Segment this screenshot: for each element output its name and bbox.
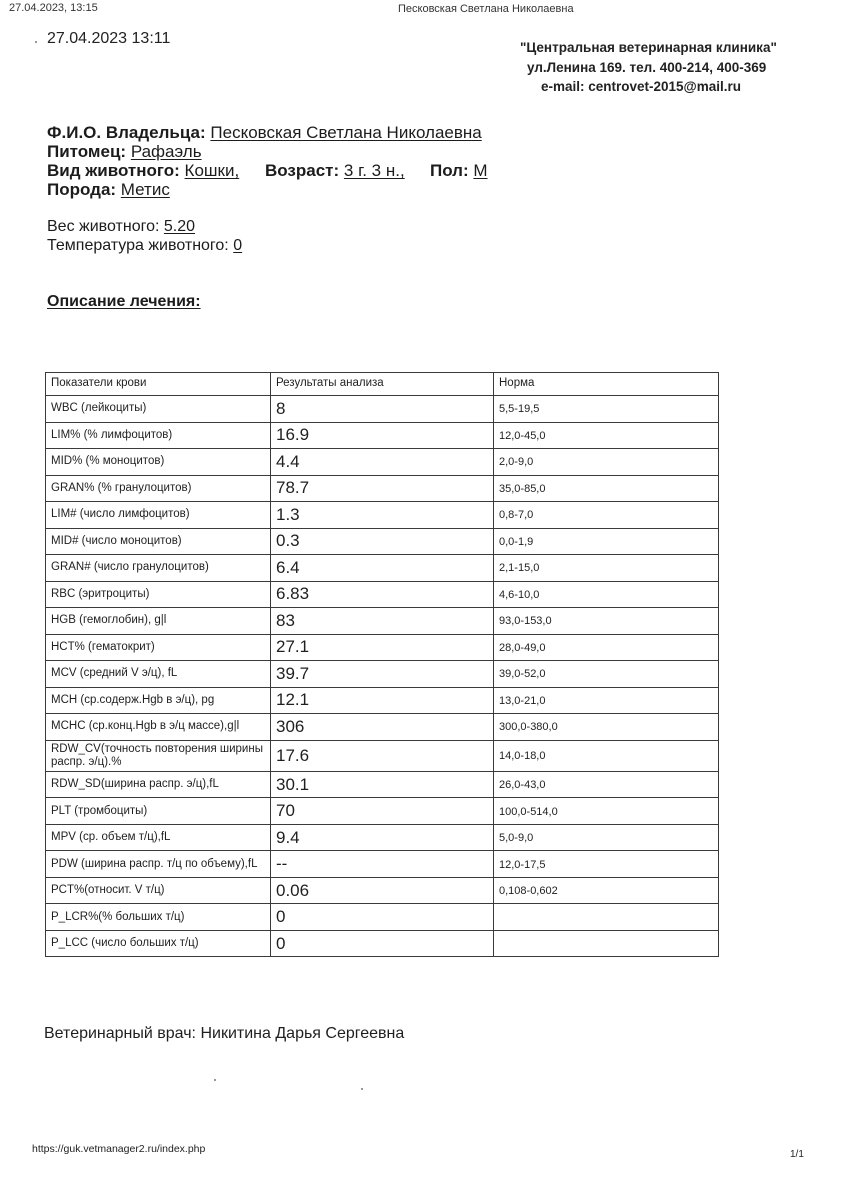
blood-indicator-cell: LIM% (% лимфоцитов) — [46, 422, 271, 449]
header-results: Результаты анализа — [271, 373, 494, 396]
blood-result-cell: 6.83 — [271, 581, 494, 608]
species-value: Кошки, — [184, 161, 240, 180]
pet-line — [47, 142, 202, 161]
weight-line — [47, 217, 195, 236]
blood-table-header-row — [46, 373, 719, 396]
blood-indicator-cell: MID# (число моноцитов) — [46, 528, 271, 555]
blood-result-cell: 16.9 — [271, 422, 494, 449]
blood-indicator-cell: MCH (ср.содерж.Hgb в э/ц), pg — [46, 687, 271, 714]
blood-result-cell: 17.6 — [271, 740, 494, 771]
breed-line — [47, 180, 170, 199]
blood-indicator-cell: PLT (тромбоциты) — [46, 798, 271, 825]
temperature-label: Температура животного: — [47, 237, 229, 254]
blood-norm-cell: 0,0-1,9 — [494, 528, 719, 555]
blood-indicator-cell: P_LCR%(% больших т/ц) — [46, 904, 271, 931]
blood-norm-cell: 35,0-85,0 — [494, 475, 719, 502]
blood-test-table — [45, 372, 719, 957]
blood-row — [46, 740, 719, 771]
header-norm: Норма — [494, 373, 719, 396]
clinic-address-phone: ул.Ленина 169. тел. 400-214, 400-369 — [527, 59, 767, 75]
doctor-line — [44, 1025, 404, 1043]
footer-page-number: 1/1 — [790, 1149, 804, 1160]
blood-indicator-cell: WBC (лейкоциты) — [46, 396, 271, 423]
blood-result-cell: 6.4 — [271, 555, 494, 582]
blood-indicator-cell: RDW_CV(точность повторения ширины распр. э/ц).% — [46, 740, 271, 771]
blood-result-cell: 39.7 — [271, 661, 494, 688]
blood-result-cell: 4.4 — [271, 449, 494, 476]
footer-url: https://guk.vetmanager2.ru/index.php — [32, 1143, 206, 1155]
blood-result-cell: 1.3 — [271, 502, 494, 529]
blood-indicator-cell: GRAN# (число гранулоцитов) — [46, 555, 271, 582]
blood-result-cell: 0 — [271, 930, 494, 957]
doctor-name: Никитина Дарья Сергеевна — [200, 1025, 405, 1042]
blood-norm-cell: 5,5-19,5 — [494, 396, 719, 423]
blood-row — [46, 475, 719, 502]
blood-result-cell: 306 — [271, 714, 494, 741]
breed-label: Порода: — [47, 180, 117, 199]
blood-norm-cell: 14,0-18,0 — [494, 740, 719, 771]
blood-norm-cell: 300,0-380,0 — [494, 714, 719, 741]
blood-row — [46, 930, 719, 957]
document-date: 27.04.2023 13:11 — [47, 30, 171, 47]
treatment-heading: Описание лечения: — [47, 293, 201, 310]
scan-speck — [214, 1079, 216, 1081]
sex-line — [430, 161, 488, 180]
print-page-title: Песковская Светлана Николаевна — [398, 3, 574, 15]
blood-norm-cell — [494, 930, 719, 957]
blood-indicator-cell: RDW_SD(ширина распр. э/ц),fL — [46, 771, 271, 798]
blood-result-cell: 9.4 — [271, 824, 494, 851]
blood-row — [46, 528, 719, 555]
temperature-line — [47, 236, 242, 255]
blood-norm-cell: 12,0-45,0 — [494, 422, 719, 449]
blood-norm-cell: 100,0-514,0 — [494, 798, 719, 825]
blood-result-cell: 27.1 — [271, 634, 494, 661]
blood-norm-cell: 13,0-21,0 — [494, 687, 719, 714]
blood-row — [46, 396, 719, 423]
clinic-info — [520, 38, 777, 97]
blood-indicator-cell: HCT% (гематокрит) — [46, 634, 271, 661]
blood-indicator-cell: P_LCC (число больших т/ц) — [46, 930, 271, 957]
owner-line — [47, 123, 482, 142]
blood-row — [46, 687, 719, 714]
blood-result-cell: 0.06 — [271, 877, 494, 904]
blood-indicator-cell: LIM# (число лимфоцитов) — [46, 502, 271, 529]
pet-label: Питомец: — [47, 142, 127, 161]
blood-row — [46, 502, 719, 529]
blood-result-cell: 70 — [271, 798, 494, 825]
blood-result-cell: 0 — [271, 904, 494, 931]
header-indicators: Показатели крови — [46, 373, 271, 396]
pet-name: Рафаэль — [130, 142, 202, 161]
blood-row — [46, 877, 719, 904]
owner-name: Песковская Светлана Николаевна — [210, 123, 482, 142]
blood-indicator-cell: HGB (гемоглобин), g|l — [46, 608, 271, 635]
blood-indicator-cell: PCT%(относит. V т/ц) — [46, 877, 271, 904]
blood-norm-cell: 93,0-153,0 — [494, 608, 719, 635]
blood-row — [46, 798, 719, 825]
blood-norm-cell: 12,0-17,5 — [494, 851, 719, 878]
blood-row — [46, 714, 719, 741]
blood-row — [46, 608, 719, 635]
sex-value: М — [473, 161, 488, 180]
blood-norm-cell: 26,0-43,0 — [494, 771, 719, 798]
blood-row — [46, 449, 719, 476]
blood-table-body — [46, 396, 719, 957]
blood-result-cell: 30.1 — [271, 771, 494, 798]
blood-result-cell: 78.7 — [271, 475, 494, 502]
blood-indicator-cell: MPV (ср. объем т/ц),fL — [46, 824, 271, 851]
sex-label: Пол: — [430, 161, 469, 180]
clinic-email: e-mail: centrovet-2015@mail.ru — [541, 79, 741, 94]
scan-speck — [35, 41, 37, 43]
blood-indicator-cell: RBC (эритроциты) — [46, 581, 271, 608]
blood-row — [46, 422, 719, 449]
blood-norm-cell: 2,0-9,0 — [494, 449, 719, 476]
age-value: 3 г. 3 н., — [343, 161, 405, 180]
blood-row — [46, 771, 719, 798]
blood-norm-cell: 4,6-10,0 — [494, 581, 719, 608]
blood-norm-cell: 0,8-7,0 — [494, 502, 719, 529]
blood-row — [46, 581, 719, 608]
blood-result-cell: -- — [271, 851, 494, 878]
temperature-value: 0 — [233, 237, 243, 254]
blood-norm-cell: 5,0-9,0 — [494, 824, 719, 851]
blood-norm-cell: 0,108-0,602 — [494, 877, 719, 904]
blood-result-cell: 83 — [271, 608, 494, 635]
blood-result-cell: 0.3 — [271, 528, 494, 555]
blood-indicator-cell: MCHC (ср.конц.Hgb в э/ц массе),g|l — [46, 714, 271, 741]
clinic-name: "Центральная ветеринарная клиника" — [520, 40, 777, 55]
blood-result-cell: 12.1 — [271, 687, 494, 714]
blood-row — [46, 824, 719, 851]
scan-speck — [361, 1088, 363, 1090]
blood-norm-cell — [494, 904, 719, 931]
blood-result-cell: 8 — [271, 396, 494, 423]
age-label: Возраст: — [265, 161, 340, 180]
breed-value: Метис — [120, 180, 170, 199]
owner-label: Ф.И.О. Владельца: — [47, 123, 206, 142]
age-line — [265, 161, 405, 180]
blood-norm-cell: 2,1-15,0 — [494, 555, 719, 582]
doctor-label: Ветеринарный врач: — [44, 1025, 196, 1042]
blood-indicator-cell: PDW (ширина распр. т/ц по объему),fL — [46, 851, 271, 878]
print-timestamp: 27.04.2023, 13:15 — [9, 2, 98, 14]
blood-indicator-cell: MID% (% моноцитов) — [46, 449, 271, 476]
species-label: Вид животного: — [47, 161, 180, 180]
blood-norm-cell: 39,0-52,0 — [494, 661, 719, 688]
blood-row — [46, 904, 719, 931]
blood-indicator-cell: GRAN% (% гранулоцитов) — [46, 475, 271, 502]
blood-row — [46, 555, 719, 582]
blood-row — [46, 661, 719, 688]
blood-row — [46, 851, 719, 878]
blood-norm-cell: 28,0-49,0 — [494, 634, 719, 661]
blood-table-header — [46, 373, 719, 396]
weight-value: 5.20 — [163, 218, 196, 235]
blood-indicator-cell: MCV (средний V э/ц), fL — [46, 661, 271, 688]
species-line — [47, 161, 239, 180]
weight-label: Вес животного: — [47, 218, 160, 235]
blood-row — [46, 634, 719, 661]
